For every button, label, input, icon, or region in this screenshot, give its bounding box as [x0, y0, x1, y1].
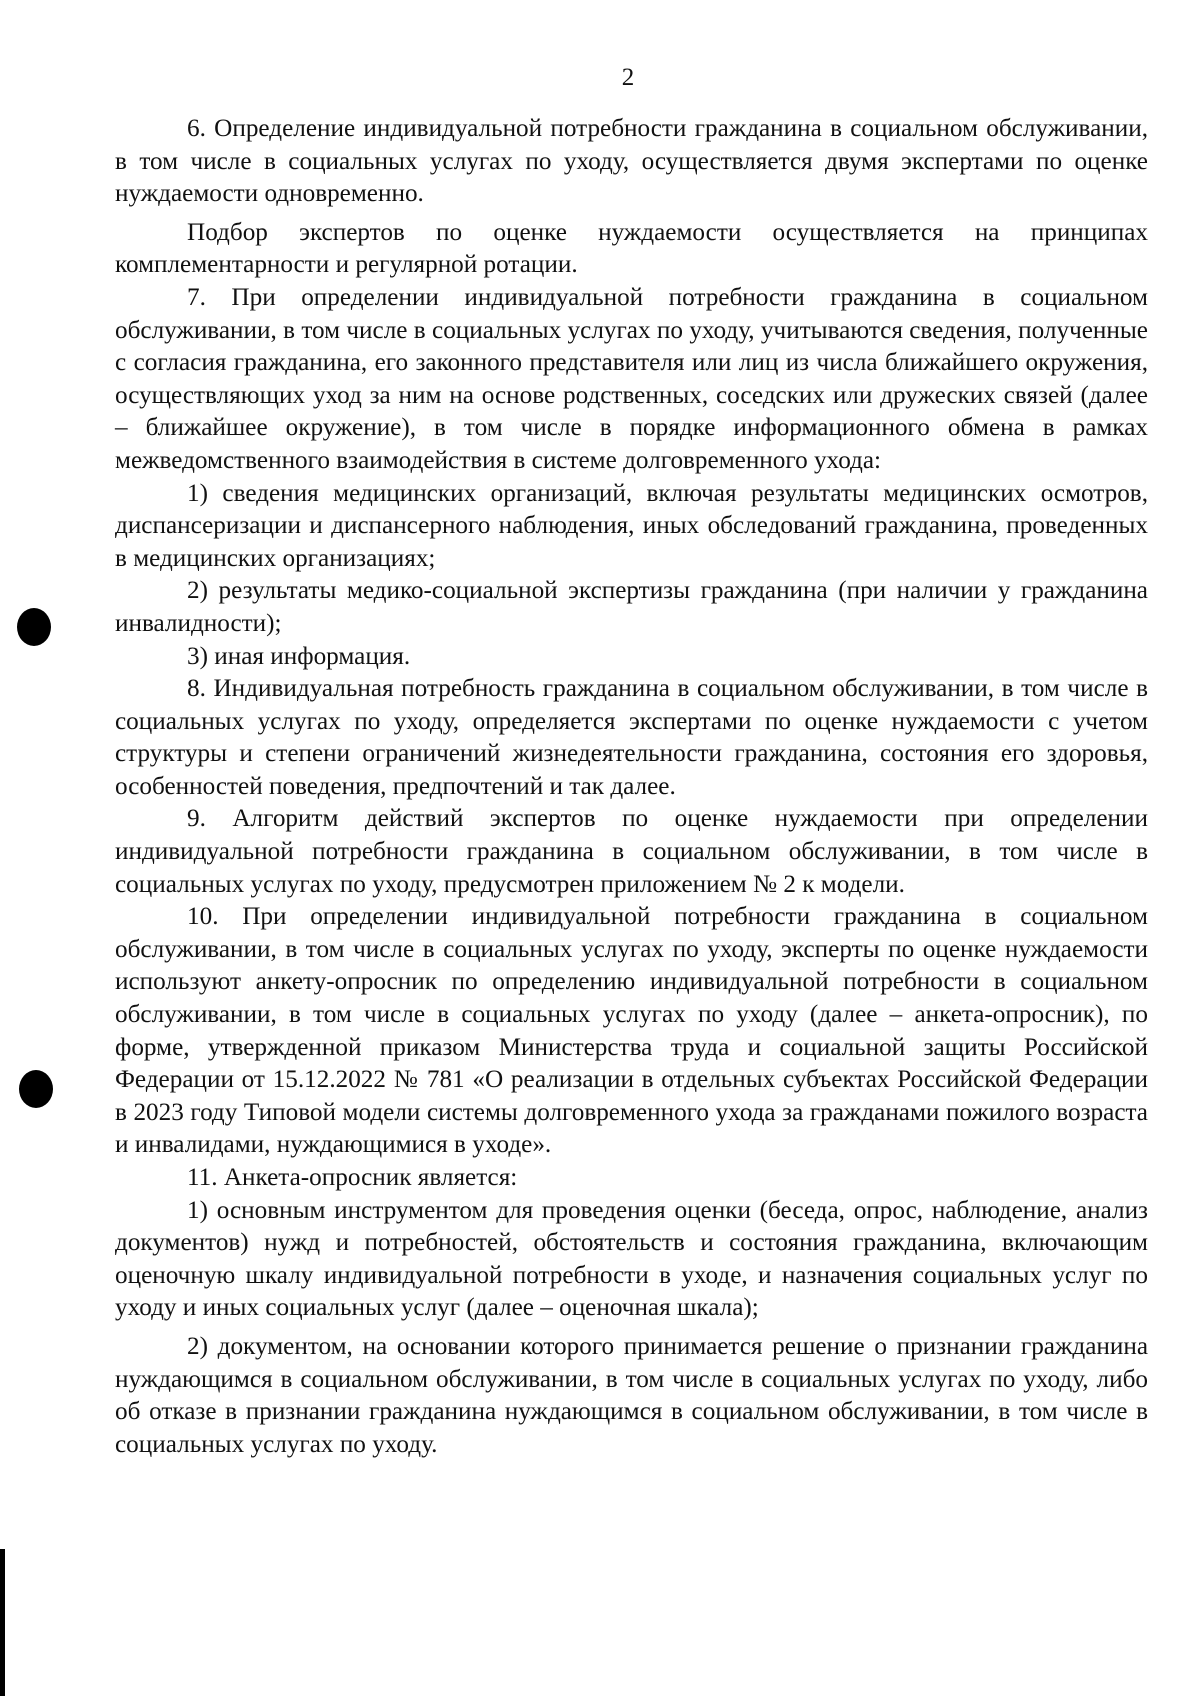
- paragraph-7-item-1: 1) сведения медицинских организаций, включая результаты медицинских осмотров, диспансеризации и диспансерного наблюдения, иных обследований гражданина, проведенных в медицинских организациях;: [115, 479, 1148, 572]
- paragraph-7-item-2: 2) результаты медико-социальной экспертизы гражданина (при наличии у гражданина инвалидности);: [115, 577, 1148, 637]
- paragraph-experts-selection: Подбор экспертов по оценке нуждаемости осуществляется на принципах комплементарности и регулярной ротации.: [115, 218, 1148, 279]
- paragraph-11-item-1: 1) основным инструментом для проведения оценки (беседа, опрос, наблюдение, анализ документов) нужд и потребностей, обстоятельств и состояния гражданина, включающим оценочную шкалу индивидуальной потребности в уходе, и назначения социальных услуг по уходу и иных социальных услуг (далее – оценочная шкала);: [115, 1196, 1148, 1322]
- paragraph-11: 11. Анкета-опросник является:: [187, 1164, 518, 1191]
- paragraph-7-item-3: 3) иная информация.: [187, 642, 411, 670]
- scan-edge-mark: [0, 1549, 5, 1696]
- paragraph-6: 6. Определение индивидуальной потребности гражданина в социальном обслуживании, в том числе в социальных услугах по уходу, осуществляется двумя экспертами по оценке нуждаемости одновременно.: [115, 115, 1148, 208]
- paragraph-10: 10. При определении индивидуальной потребности гражданина в социальном обслуживании, в том числе в социальных услугах по уходу, эксперты по оценке нуждаемости используют анкету-опросник по определению индивидуальной потребности в социальном обслуживании, в том числе в социальных услугах по уходу (далее – анкета-опросник), по форме, утвержденной приказом Министерства труда и социальной защиты Российской Федерации от 15.12.2022 № 781 «О реализации в отдельных субъектах Российской Федерации в 2023 году Типовой модели системы долговременного ухода за гражданами пожилого возраста и инвалидами, нуждающимися в уходе».: [115, 903, 1148, 1159]
- document-body: [115, 113, 1148, 1461]
- punch-hole-mark: [17, 608, 51, 646]
- paragraph-7: 7. При определении индивидуальной потребности гражданина в социальном обслуживании, в том числе в социальных услугах по уходу, учитываются сведения, полученные с согласия гражданина, его законного представителя или лиц из числа ближайшего окружения, осуществляющих уход за ним на основе родственных, соседских или дружеских связей (далее – ближайшее окружение), в том числе в порядке информационного обмена в рамках межведомственного взаимодействия в системе долговременного ухода:: [115, 283, 1148, 474]
- paragraph-11-item-2: 2) документом, на основании которого принимается решение о признании гражданина нуждающимся в социальном обслуживании, в том числе в социальных услугах по уходу, либо об отказе в признании гражданина нуждающимся в социальном обслуживании, в том числе в социальных услугах по уходу.: [115, 1332, 1148, 1458]
- paragraph-9: 9. Алгоритм действий экспертов по оценке нуждаемости при определении индивидуальной потребности гражданина в социальном обслуживании, в том числе в социальных услугах по уходу, предусмотрен приложением № 2 к модели.: [115, 805, 1148, 898]
- page-number: 2: [621, 64, 635, 91]
- punch-hole-mark: [19, 1070, 53, 1108]
- paragraph-8: 8. Индивидуальная потребность гражданина в социальном обслуживании, в том числе в социальных услугах по уходу, определяется экспертами по оценке нуждаемости с учетом структуры и степени ограничений жизнедеятельности гражданина, состояния его здоровья, особенностей поведения, предпочтений и так далее.: [115, 675, 1148, 800]
